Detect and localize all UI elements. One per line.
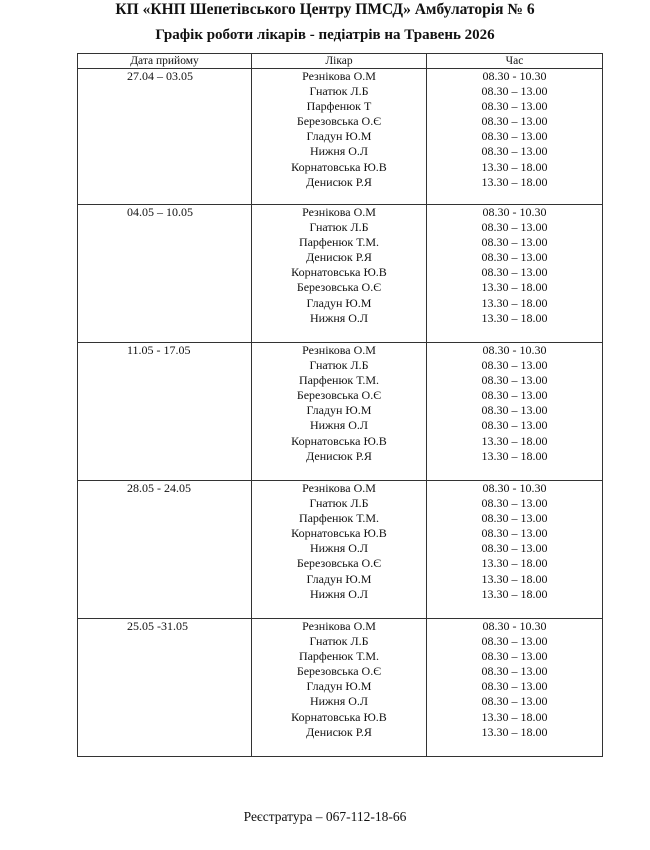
- doctor-name: Денисюк Р.Я: [306, 448, 372, 463]
- working-hours: 08.30 – 13.00: [481, 526, 548, 541]
- working-hours: 08.30 – 13.00: [481, 114, 548, 129]
- working-hours: 08.30 – 13.00: [481, 235, 548, 250]
- doctor-name: Гнатюк Л.Б: [309, 634, 369, 649]
- doctor-name: Корнатовська Ю.В: [291, 526, 387, 541]
- week-date-cell: [78, 205, 252, 343]
- doctors-cell: [252, 69, 427, 205]
- doctor-name: Нижня О.Л: [309, 144, 369, 159]
- doctor-name: Корнатовська Ю.В: [291, 159, 387, 174]
- doctor-name: Гнатюк Л.Б: [309, 220, 369, 235]
- working-hours: 08.30 – 13.00: [481, 679, 548, 694]
- week-date: 25.05 -31.05: [127, 619, 188, 633]
- working-hours: 08.30 - 10.30: [482, 481, 547, 495]
- doctor-name: Гнатюк Л.Б: [309, 84, 369, 99]
- doctor-name: Гнатюк Л.Б: [309, 496, 369, 511]
- working-hours: 08.30 – 13.00: [481, 649, 548, 664]
- doctor-name: Березовська О.Є: [296, 664, 382, 679]
- doctor-name: Денисюк Р.Я: [306, 250, 372, 265]
- working-hours: 08.30 - 10.30: [482, 205, 547, 219]
- table-row: [78, 481, 603, 619]
- doctor-name: Нижня О.Л: [309, 418, 369, 433]
- schedule-body: [78, 69, 603, 757]
- doctor-name: Корнатовська Ю.В: [291, 709, 387, 724]
- table-row: [78, 69, 603, 205]
- doctor-name: Нижня О.Л: [309, 310, 369, 325]
- week-date: 27.04 – 03.05: [127, 69, 193, 83]
- working-hours: 08.30 – 13.00: [481, 496, 548, 511]
- working-hours: 08.30 – 13.00: [481, 403, 548, 418]
- table-row: [78, 619, 603, 757]
- schedule-table: [77, 53, 603, 757]
- column-header-time: Час: [427, 54, 603, 69]
- working-hours: 08.30 – 13.00: [481, 358, 548, 373]
- hours-cell: [427, 69, 603, 205]
- doctors-cell: [252, 619, 427, 757]
- doctor-name: Корнатовська Ю.В: [291, 433, 387, 448]
- doctor-name: Гладун Ю.М: [306, 571, 372, 586]
- doctors-cell: [252, 481, 427, 619]
- registry-phone: Реєстратура – 067-112-18-66: [243, 809, 407, 824]
- doctor-name: Резнікова О.М: [302, 69, 376, 83]
- doctor-name: Денисюк Р.Я: [306, 174, 372, 189]
- working-hours: 13.30 – 18.00: [481, 295, 548, 310]
- doctor-name: Парфенюк Т.М.: [298, 373, 380, 388]
- working-hours: 13.30 – 18.00: [481, 571, 548, 586]
- hours-cell: [427, 481, 603, 619]
- week-date-cell: [78, 343, 252, 481]
- doctor-name: Корнатовська Ю.В: [291, 265, 387, 280]
- working-hours: 13.30 – 18.00: [481, 280, 548, 295]
- doctor-name: Резнікова О.М: [302, 619, 376, 633]
- table-row: [78, 205, 603, 343]
- working-hours: 08.30 – 13.00: [481, 373, 548, 388]
- doctor-name: Нижня О.Л: [309, 694, 369, 709]
- doctor-name: Резнікова О.М: [302, 205, 376, 219]
- doctor-name: Нижня О.Л: [309, 586, 369, 601]
- doctor-name: Резнікова О.М: [302, 343, 376, 357]
- working-hours: 08.30 – 13.00: [481, 220, 548, 235]
- working-hours: 13.30 – 18.00: [481, 724, 548, 739]
- week-date-cell: [78, 619, 252, 757]
- doctors-cell: [252, 343, 427, 481]
- doctor-name: Гнатюк Л.Б: [309, 358, 369, 373]
- doctor-name: Березовська О.Є: [296, 388, 382, 403]
- schedule-subtitle: Графік роботи лікарів - педіатрів на Травень 2026: [155, 27, 495, 43]
- hours-cell: [427, 619, 603, 757]
- page-title: КП «КНП Шепетівського Центру ПМСД» Амбулаторія № 6: [115, 1, 535, 18]
- doctor-name: Березовська О.Є: [296, 280, 382, 295]
- working-hours: 13.30 – 18.00: [481, 433, 548, 448]
- doctor-name: Гладун Ю.М: [306, 679, 372, 694]
- week-date-cell: [78, 481, 252, 619]
- working-hours: 08.30 – 13.00: [481, 144, 548, 159]
- working-hours: 13.30 – 18.00: [481, 310, 548, 325]
- working-hours: 08.30 - 10.30: [482, 619, 547, 633]
- working-hours: 13.30 – 18.00: [481, 556, 548, 571]
- doctor-name: Березовська О.Є: [296, 114, 382, 129]
- doctor-name: Денисюк Р.Я: [306, 724, 372, 739]
- week-date-cell: [78, 69, 252, 205]
- working-hours: 08.30 – 13.00: [481, 129, 548, 144]
- doctors-cell: [252, 205, 427, 343]
- working-hours: 08.30 – 13.00: [481, 664, 548, 679]
- week-date: 11.05 - 17.05: [127, 343, 191, 357]
- working-hours: 08.30 – 13.00: [481, 250, 548, 265]
- working-hours: 08.30 – 13.00: [481, 694, 548, 709]
- doctor-name: Резнікова О.М: [302, 481, 376, 495]
- doctor-name: Гладун Ю.М: [306, 403, 372, 418]
- doctor-name: Парфенюк Т.М.: [298, 235, 380, 250]
- doctor-name: Парфенюк Т: [306, 99, 372, 114]
- working-hours: 08.30 – 13.00: [481, 84, 548, 99]
- working-hours: 08.30 – 13.00: [481, 511, 548, 526]
- working-hours: 08.30 – 13.00: [481, 634, 548, 649]
- working-hours: 08.30 – 13.00: [481, 541, 548, 556]
- working-hours: 13.30 – 18.00: [481, 159, 548, 174]
- doctor-name: Парфенюк Т.М.: [298, 511, 380, 526]
- hours-cell: [427, 343, 603, 481]
- doctor-name: Парфенюк Т.М.: [298, 649, 380, 664]
- table-row: [78, 343, 603, 481]
- doctor-name: Гладун Ю.М: [306, 295, 372, 310]
- column-header-date: Дата прийому: [78, 54, 252, 69]
- working-hours: 13.30 – 18.00: [481, 174, 548, 189]
- working-hours: 13.30 – 18.00: [481, 448, 548, 463]
- column-header-doctor: Лікар: [252, 54, 427, 69]
- working-hours: 13.30 – 18.00: [481, 709, 548, 724]
- doctor-name: Нижня О.Л: [309, 541, 369, 556]
- working-hours: 08.30 - 10.30: [482, 69, 547, 83]
- doctor-name: Березовська О.Є: [296, 556, 382, 571]
- working-hours: 08.30 – 13.00: [481, 388, 548, 403]
- working-hours: 08.30 – 13.00: [481, 418, 548, 433]
- week-date: 28.05 - 24.05: [127, 481, 191, 495]
- hours-cell: [427, 205, 603, 343]
- working-hours: 08.30 – 13.00: [481, 265, 548, 280]
- doctor-name: Гладун Ю.М: [306, 129, 372, 144]
- week-date: 04.05 – 10.05: [127, 205, 193, 219]
- working-hours: 08.30 - 10.30: [482, 343, 547, 357]
- working-hours: 08.30 – 13.00: [481, 99, 548, 114]
- working-hours: 13.30 – 18.00: [481, 586, 548, 601]
- table-header-row: [78, 54, 603, 69]
